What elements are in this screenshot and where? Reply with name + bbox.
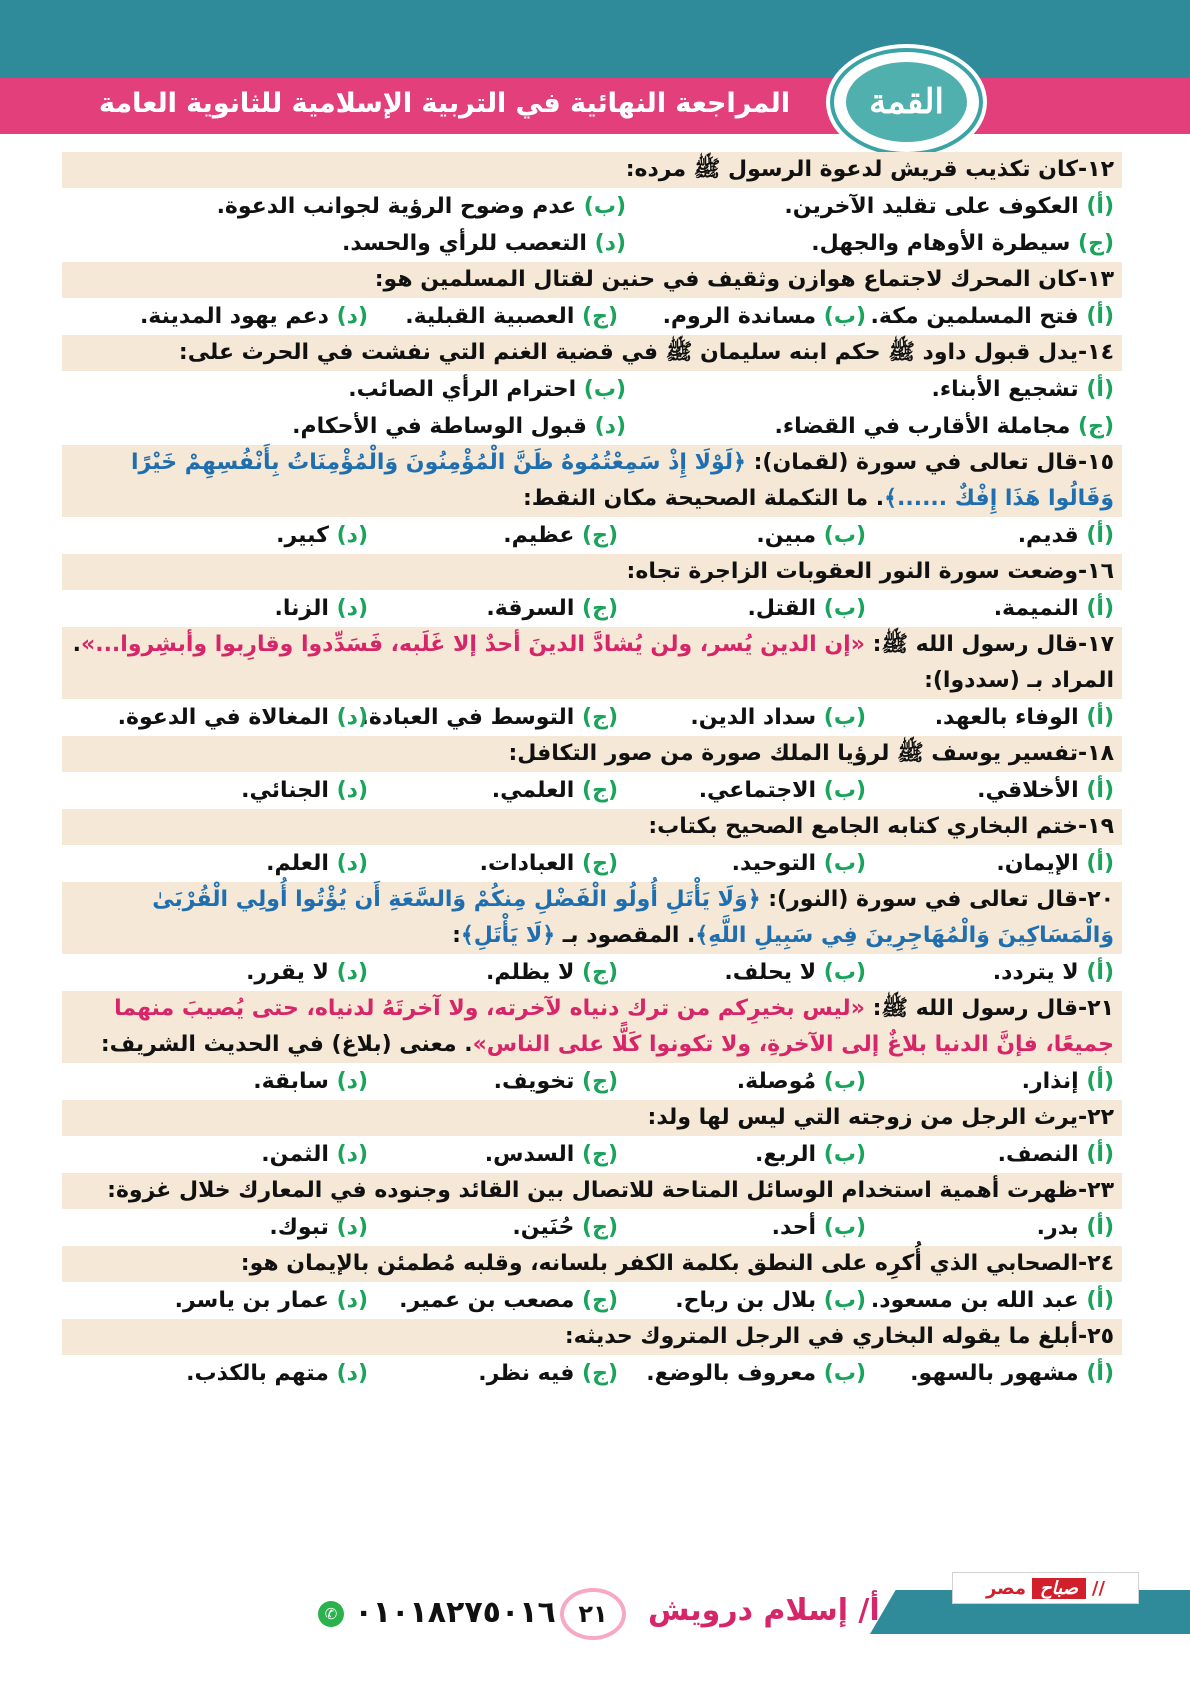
question-text: تفسير يوسف ﷺ لرؤيا الملك صورة من صور التكافل:	[508, 741, 1078, 766]
answer-option[interactable]	[368, 1136, 618, 1173]
question-number: ١٨-	[1078, 741, 1114, 766]
answer-option[interactable]	[118, 954, 368, 991]
option-text: السدس.	[484, 1142, 575, 1167]
question-number: ٢٣-	[1078, 1178, 1114, 1203]
option-text: الأخلاقي.	[977, 778, 1079, 803]
question-text: وضعت سورة النور العقوبات الزاجرة تجاه:	[626, 559, 1078, 584]
option-text: تخويف.	[493, 1069, 575, 1094]
answer-option[interactable]	[626, 408, 1114, 445]
answer-option[interactable]	[626, 371, 1114, 408]
question-number: ٢٠-	[1078, 887, 1114, 912]
answer-option[interactable]	[618, 517, 866, 554]
option-letter: (د)	[594, 414, 626, 439]
question-text: ختم البخاري كتابه الجامع الصحيح بكتاب:	[648, 814, 1078, 839]
options-row	[62, 1063, 1122, 1100]
option-text: مساندة الروم.	[662, 304, 817, 329]
question-number: ١٥-	[1078, 450, 1114, 475]
question-text: الصحابي الذي أُكرِه على النطق بكلمة الكفر بلسانه، وقلبه مُطمئن بالإيمان هو:	[240, 1251, 1078, 1276]
question-number: ٢٢-	[1078, 1105, 1114, 1130]
answer-option[interactable]	[618, 1063, 866, 1100]
option-text: دعم يهود المدينة.	[139, 304, 329, 329]
answer-option[interactable]	[618, 699, 866, 736]
option-letter: (ب)	[823, 596, 866, 621]
option-letter: (ب)	[823, 778, 866, 803]
option-letter: (د)	[336, 1361, 368, 1386]
answer-option[interactable]	[118, 590, 368, 627]
question-suffix: . المقصود بـ	[555, 923, 696, 948]
options-row	[62, 1355, 1122, 1392]
answer-option[interactable]	[118, 1355, 368, 1392]
option-letter: (أ)	[1086, 960, 1114, 985]
question-stem	[62, 1246, 1122, 1282]
answer-option[interactable]	[368, 772, 618, 809]
option-text: مبين.	[756, 523, 817, 548]
option-text: سيطرة الأوهام والجهل.	[811, 231, 1071, 256]
option-letter: (أ)	[1086, 304, 1114, 329]
answer-option[interactable]	[866, 1209, 1114, 1246]
question-number: ١٧-	[1078, 632, 1114, 657]
header-top-band	[0, 0, 1190, 78]
answer-option[interactable]	[368, 845, 618, 882]
option-letter: (د)	[336, 1069, 368, 1094]
option-text: الجنائي.	[241, 778, 329, 803]
answer-option[interactable]	[368, 590, 618, 627]
answer-option[interactable]	[618, 772, 866, 809]
option-letter: (أ)	[1086, 1288, 1114, 1313]
answer-option[interactable]	[360, 699, 618, 736]
options-row	[62, 371, 1122, 408]
option-letter: (د)	[336, 960, 368, 985]
option-text: الربع.	[754, 1142, 817, 1167]
option-letter: (ج)	[582, 705, 618, 730]
option-text: سابقة.	[253, 1069, 329, 1094]
options-row	[62, 845, 1122, 882]
option-text: إنذار.	[1021, 1069, 1079, 1094]
option-letter: (د)	[336, 778, 368, 803]
option-letter: (د)	[336, 705, 368, 730]
option-letter: (ج)	[582, 851, 618, 876]
question-stem	[62, 554, 1122, 590]
answer-option[interactable]	[866, 699, 1114, 736]
brand-name-b: مصر	[985, 1577, 1027, 1599]
option-letter: (ب)	[823, 1069, 866, 1094]
option-letter: (د)	[336, 1142, 368, 1167]
question-stem	[62, 1100, 1122, 1136]
options-row	[62, 1209, 1122, 1246]
option-text: تبوك.	[269, 1215, 329, 1240]
option-text: لا يتردد.	[992, 960, 1079, 985]
option-text: قبول الوساطة في الأحكام.	[292, 414, 587, 439]
option-letter: (ب)	[823, 1142, 866, 1167]
brand-name-a: صباح	[1032, 1578, 1086, 1599]
question-number: ١٦-	[1078, 559, 1114, 584]
option-text: الزنا.	[274, 596, 329, 621]
phone-number	[318, 1595, 556, 1630]
question-stem	[62, 991, 1122, 1063]
questions-list	[62, 152, 1122, 1392]
option-text: العبادات.	[479, 851, 575, 876]
option-letter: (أ)	[1086, 377, 1114, 402]
answer-option[interactable]	[618, 298, 866, 335]
option-letter: (ج)	[582, 1069, 618, 1094]
option-letter: (ج)	[582, 960, 618, 985]
option-text: حُنَين.	[512, 1215, 575, 1240]
option-text: مُوصلة.	[736, 1069, 817, 1094]
answer-option[interactable]	[626, 188, 1114, 225]
answer-option[interactable]	[118, 845, 368, 882]
teacher-name: أ/ إسلام درويش	[648, 1593, 880, 1628]
answer-option[interactable]	[126, 371, 626, 408]
answer-option[interactable]	[866, 298, 1114, 335]
option-text: التعصب للرأي والحسد.	[342, 231, 587, 256]
question-prefix: قال رسول الله ﷺ:	[864, 996, 1078, 1021]
option-letter: (د)	[336, 304, 368, 329]
option-text: النميمة.	[993, 596, 1079, 621]
option-text: القتل.	[747, 596, 817, 621]
option-text: بلال بن رباح.	[675, 1288, 817, 1313]
quran-verse-2: ﴿لَا يَأْتَلِ﴾	[460, 923, 556, 948]
logo-text: القمة	[846, 62, 967, 142]
option-text: الاجتماعي.	[698, 778, 817, 803]
options-row	[62, 1282, 1122, 1319]
option-letter: (د)	[336, 851, 368, 876]
option-text: الثمن.	[261, 1142, 329, 1167]
option-letter: (ب)	[823, 705, 866, 730]
option-text: كبير.	[276, 523, 329, 548]
answer-option[interactable]	[368, 954, 618, 991]
brand-logo	[830, 48, 983, 156]
answer-option[interactable]	[126, 188, 626, 225]
option-letter: (ب)	[823, 304, 866, 329]
option-text: الوفاء بالعهد.	[934, 705, 1079, 730]
option-text: الإيمان.	[996, 851, 1079, 876]
option-letter: (أ)	[1086, 778, 1114, 803]
question-suffix: . المراد بـ (سددوا):	[72, 632, 1114, 693]
option-text: العلم.	[266, 851, 329, 876]
option-text: مشهور بالسهو.	[910, 1361, 1079, 1386]
option-letter: (ج)	[582, 1142, 618, 1167]
option-letter: (ب)	[583, 194, 626, 219]
question-stem	[62, 882, 1122, 954]
question-stem	[62, 152, 1122, 188]
option-text: فتح المسلمين مكة.	[870, 304, 1079, 329]
answer-option[interactable]	[866, 517, 1114, 554]
answer-option[interactable]	[618, 954, 866, 991]
question-text: ظهرت أهمية استخدام الوسائل المتاحة للاتصال بين القائد وجنوده في المعارك خلال غزوة:	[107, 1178, 1078, 1203]
option-text: عدم وضوح الرؤية لجوانب الدعوة.	[216, 194, 577, 219]
question-stem	[62, 445, 1122, 517]
question-suffix: . ما التكملة الصحيحة مكان النقط:	[522, 486, 885, 511]
answer-option[interactable]	[866, 590, 1114, 627]
option-text: سداد الدين.	[690, 705, 817, 730]
options-row	[62, 590, 1122, 627]
options-row	[62, 188, 1122, 225]
option-letter: (ج)	[1078, 231, 1114, 256]
answer-option[interactable]	[368, 1063, 618, 1100]
answer-option[interactable]	[118, 1063, 368, 1100]
answer-option[interactable]	[866, 1063, 1114, 1100]
option-letter: (أ)	[1086, 1215, 1114, 1240]
whatsapp-icon: ✆	[318, 1601, 344, 1627]
option-text: فيه نظر.	[478, 1361, 575, 1386]
answer-option[interactable]	[618, 1136, 866, 1173]
question-prefix: قال تعالى في سورة (لقمان):	[745, 450, 1078, 475]
question-text: يرث الرجل من زوجته التي ليس لها ولد:	[647, 1105, 1078, 1130]
option-text: العكوف على تقليد الآخرين.	[784, 194, 1079, 219]
option-text: احترام الرأي الصائب.	[348, 377, 577, 402]
option-text: لا يظلم.	[486, 960, 575, 985]
answer-option[interactable]	[626, 225, 1114, 262]
answer-option[interactable]	[368, 517, 618, 554]
answer-option[interactable]	[866, 1355, 1114, 1392]
option-letter: (أ)	[1086, 1142, 1114, 1167]
option-text: مصعب بن عمير.	[399, 1288, 575, 1313]
answer-option[interactable]	[118, 1282, 368, 1319]
option-text: قديم.	[1017, 523, 1079, 548]
option-letter: (ج)	[582, 1361, 618, 1386]
question-suffix: . معنى (بلاغ) في الحديث الشريف:	[100, 1032, 473, 1057]
question-number: ٢٤-	[1078, 1251, 1114, 1276]
option-letter: (ب)	[583, 377, 626, 402]
option-letter: (أ)	[1086, 1069, 1114, 1094]
answer-option[interactable]	[118, 517, 368, 554]
option-letter: (ب)	[823, 523, 866, 548]
answer-option[interactable]	[368, 1355, 618, 1392]
option-letter: (أ)	[1086, 523, 1114, 548]
answer-option[interactable]	[618, 845, 866, 882]
option-text: النصف.	[997, 1142, 1079, 1167]
option-text: مجاملة الأقارب في القضاء.	[774, 414, 1071, 439]
question-number: ١٣-	[1078, 267, 1114, 292]
question-number: ٢١-	[1078, 996, 1114, 1021]
answer-option[interactable]	[618, 1209, 866, 1246]
option-text: معروف بالوضع.	[646, 1361, 817, 1386]
option-letter: (ج)	[582, 1288, 618, 1313]
option-text: لا يحلف.	[724, 960, 817, 985]
page-number: ٢١	[560, 1588, 626, 1640]
answer-option[interactable]	[368, 1209, 618, 1246]
option-letter: (ج)	[582, 1215, 618, 1240]
answer-option[interactable]	[866, 845, 1114, 882]
option-text: لا يقرر.	[246, 960, 329, 985]
question-stem	[62, 262, 1122, 298]
brand-badge	[952, 1572, 1139, 1604]
option-text: التوسط في العبادة.	[360, 705, 575, 730]
option-letter: (د)	[336, 596, 368, 621]
hadith-text: «إن الدين يُسر، ولن يُشادَّ الدينَ أحدٌ إلا غَلَبه، فَسَدِّدوا وقارِبوا وأبشِروا...»	[81, 632, 865, 657]
phone-text: ٠١٠١٨٢٧٥٠١٦	[354, 1595, 556, 1630]
option-text: تشجيع الأبناء.	[931, 377, 1079, 402]
option-letter: (ب)	[823, 1361, 866, 1386]
question-stem	[62, 1173, 1122, 1209]
question-prefix: قال رسول الله ﷺ:	[864, 632, 1078, 657]
option-text: العصبية القبلية.	[405, 304, 575, 329]
option-letter: (ب)	[823, 1288, 866, 1313]
answer-option[interactable]	[118, 1209, 368, 1246]
option-letter: (د)	[594, 231, 626, 256]
options-row	[62, 954, 1122, 991]
quran-verse: ﴿لَوْلَا إِذْ سَمِعْتُمُوهُ ظَنَّ الْمُؤْمِنُونَ وَالْمُؤْمِنَاتُ بِأَنْفُسِهِمْ خَيْرًا وَقَالُوا هَذَا إِفْكٌ ......﴾	[131, 450, 1114, 511]
option-letter: (أ)	[1086, 851, 1114, 876]
question-text: كان المحرك لاجتماع هوازن وثقيف في حنين لقتال المسلمين هو:	[374, 267, 1078, 292]
answer-option[interactable]	[118, 772, 368, 809]
answer-option[interactable]	[866, 954, 1114, 991]
question-number: ٢٥-	[1078, 1324, 1114, 1349]
hadith-text: «ليس بخيرِكم من ترك دنياه لآخرته، ولا آخرتَهُ لدنياه، حتى يُصيبَ منهما جميعًا، فإنَّ الدنيا بلاغٌ إلى الآخرةِ، ولا تكونوا كَلًّا على الناس»	[114, 996, 1114, 1057]
answer-option[interactable]	[118, 1136, 368, 1173]
answer-option[interactable]	[866, 772, 1114, 809]
option-letter: (أ)	[1086, 705, 1114, 730]
option-text: المغالاة في الدعوة.	[117, 705, 329, 730]
answer-option[interactable]	[866, 1282, 1114, 1319]
answer-option[interactable]	[618, 590, 866, 627]
question-text: كان تكذيب قريش لدعوة الرسول ﷺ مرده:	[625, 157, 1078, 182]
question-suffix-2: :	[452, 923, 461, 948]
option-text: عمار بن ياسر.	[174, 1288, 329, 1313]
question-stem	[62, 627, 1122, 699]
quran-verse: ﴿وَلَا يَأْتَلِ أُولُو الْفَضْلِ مِنكُمْ وَالسَّعَةِ أَن يُؤْتُوا أُولِي الْقُرْبَىٰ وَالْمَسَاكِينَ وَالْمُهَاجِرِينَ فِي سَبِيلِ اللَّهِ﴾	[152, 887, 1114, 948]
options-row	[62, 408, 1122, 445]
answer-option[interactable]	[618, 1355, 866, 1392]
answer-option[interactable]	[368, 298, 618, 335]
option-letter: (د)	[336, 1215, 368, 1240]
option-text: العلمي.	[491, 778, 575, 803]
question-stem	[62, 335, 1122, 371]
answer-option[interactable]	[618, 1282, 866, 1319]
answer-option[interactable]	[118, 699, 368, 736]
options-row	[62, 699, 1122, 736]
option-letter: (ج)	[1078, 414, 1114, 439]
answer-option[interactable]	[866, 1136, 1114, 1173]
answer-option[interactable]	[118, 298, 368, 335]
option-letter: (أ)	[1086, 596, 1114, 621]
option-letter: (أ)	[1086, 1361, 1114, 1386]
question-stem	[62, 736, 1122, 772]
option-text: أحد.	[771, 1215, 817, 1240]
option-letter: (ج)	[582, 778, 618, 803]
option-letter: (أ)	[1086, 194, 1114, 219]
question-stem	[62, 1319, 1122, 1355]
option-letter: (د)	[336, 1288, 368, 1313]
question-number: ١٩-	[1078, 814, 1114, 839]
option-text: متهم بالكذب.	[186, 1361, 329, 1386]
options-row	[62, 517, 1122, 554]
option-letter: (ج)	[582, 523, 618, 548]
brand-bars-icon: //	[1091, 1577, 1106, 1599]
question-text: أبلغ ما يقوله البخاري في الرجل المتروك حديثه:	[564, 1324, 1078, 1349]
answer-option[interactable]	[368, 1282, 618, 1319]
option-letter: (د)	[336, 523, 368, 548]
option-text: عبد الله بن مسعود.	[870, 1288, 1079, 1313]
option-letter: (ب)	[823, 851, 866, 876]
question-number: ١٤-	[1078, 340, 1114, 365]
options-row	[62, 298, 1122, 335]
option-text: التوحيد.	[731, 851, 817, 876]
option-letter: (ج)	[582, 596, 618, 621]
option-letter: (ب)	[823, 960, 866, 985]
options-row	[62, 772, 1122, 809]
answer-option[interactable]	[126, 225, 626, 262]
question-text: يدل قبول داود ﷺ حكم ابنه سليمان ﷺ في قضية الغنم التي نفشت في الحرث على:	[178, 340, 1078, 365]
option-text: عظيم.	[503, 523, 575, 548]
option-text: بدر.	[1036, 1215, 1079, 1240]
option-text: السرقة.	[486, 596, 575, 621]
options-row	[62, 225, 1122, 262]
page-title: المراجعة النهائية في التربية الإسلامية للثانوية العامة	[99, 88, 790, 119]
question-number: ١٢-	[1078, 157, 1114, 182]
option-letter: (ج)	[582, 304, 618, 329]
option-letter: (ب)	[823, 1215, 866, 1240]
answer-option[interactable]	[126, 408, 626, 445]
options-row	[62, 1136, 1122, 1173]
question-stem	[62, 809, 1122, 845]
question-prefix: قال تعالى في سورة (النور):	[760, 887, 1078, 912]
